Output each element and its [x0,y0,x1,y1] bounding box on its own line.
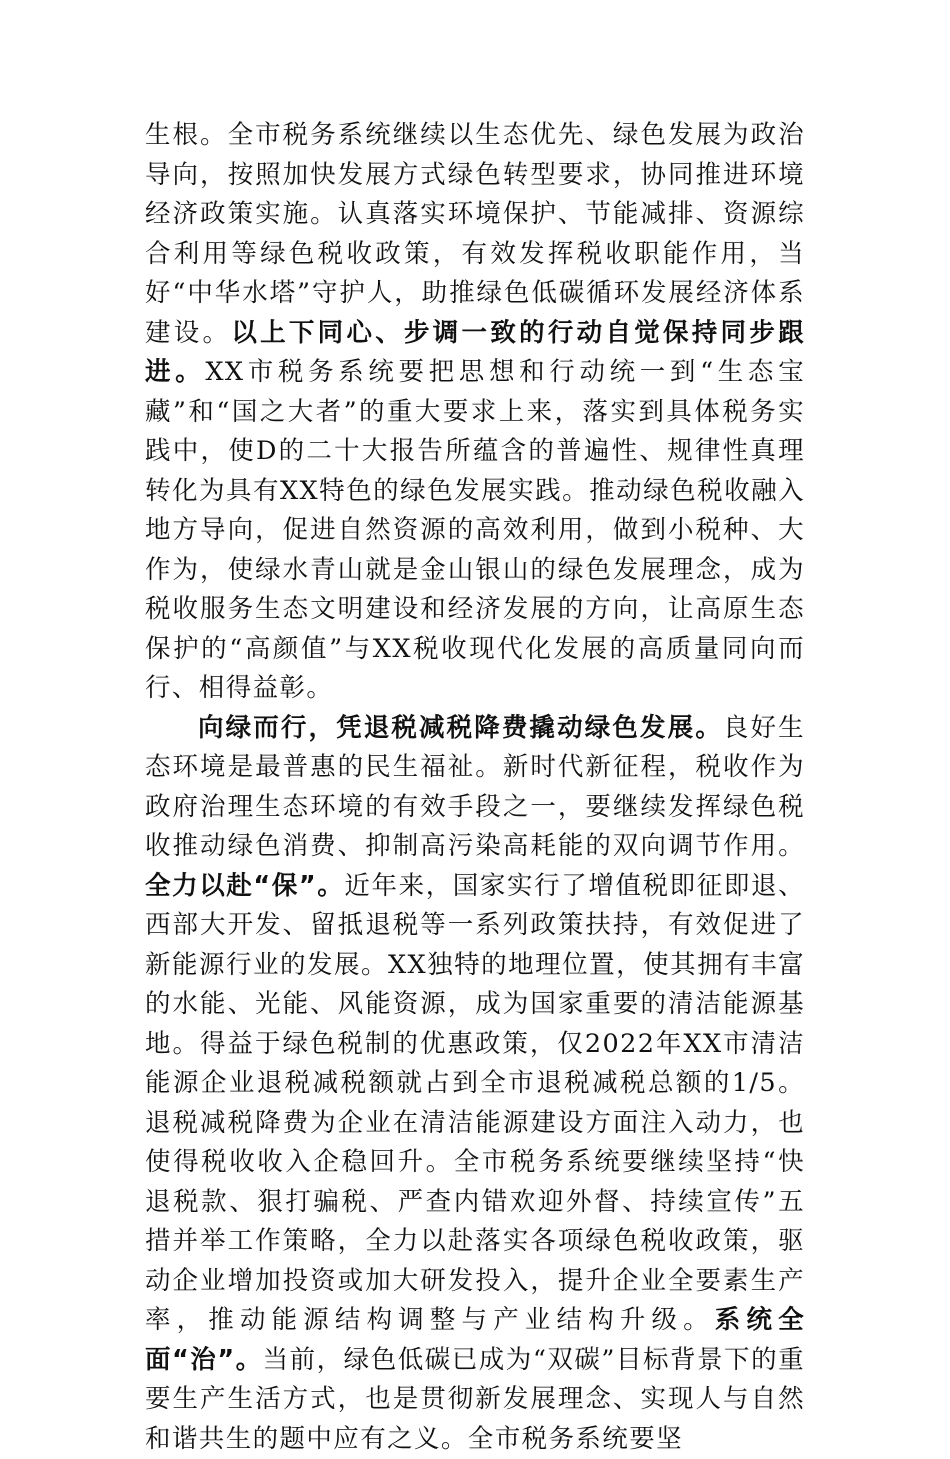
text-run: XX市税务系统要把思想和行动统一到“生态宝藏”和“国之大者”的重大要求上来，落实到具体税务实践中，使D的二十大报告所蕴含的普遍性、规律性真理转化为具有XX特色的绿色发展实践。推动绿色税收融入地方导向，促进自然资源的高效利用，做到小税种、大作为，使绿水青山就是金山银山的绿色发展理念，成为税收服务生态文明建设和经济发展的方向，让高原生态保护的“高颜值”与XX税收现代化发展的高质量同向而行、相得益彰。 [145,357,805,703]
text-run: 近年来，国家实行了增值税即征即退、西部大开发、留抵退税等一系列政策扶持，有效促进了新能源行业的发展。XX独特的地理位置，使其拥有丰富的水能、光能、风能资源，成为国家重要的清洁能源基地。得益于绿色税制的优惠政策，仅2022年XX市清洁能源企业退税减税额就占到全市退税减税总额的1/5。退税减税降费为企业在清洁能源建设方面注入动力，也使得税收收入企稳回升。全市税务系统要继续坚持“快退税款、狠打骗税、严查内错欢迎外督、持续宣传”五措并举工作策略，全力以赴落实各项绿色税收政策，驱动企业增加投资或加大研发投入，提升企业全要素生产率，推动能源结构调整与产业结构升级。 [145,871,805,1336]
paragraph [145,116,805,709]
paragraph [145,709,805,1459]
document-body [145,116,805,1459]
bold-heading-run: 向绿而行，凭退税减税降费撬动绿色发展。 [198,713,723,743]
bold-heading-run: 以上下同心、步调一致的行动自觉保持同步跟进。 [145,318,805,388]
bold-heading-run: 系统全面“治”。 [145,1305,805,1375]
text-run: 良好生态环境是最普惠的民生福祉。新时代新征程，税收作为政府治理生态环境的有效手段之一，要继续发挥绿色税收推动绿色消费、抑制高污染高耗能的双向调节作用。 [145,713,805,862]
bold-heading-run: 全力以赴“保”。 [145,871,344,901]
text-run: 生根。全市税务系统继续以生态优先、绿色发展为政治导向，按照加快发展方式绿色转型要求，协同推进环境经济政策实施。认真落实环境保护、节能减排、资源综合利用等绿色税收政策，有效发挥税收职能作用，当好“中华水塔”守护人，助推绿色低碳循环发展经济体系建设。 [145,120,805,348]
text-run: 当前，绿色低碳已成为“双碳”目标背景下的重要生产生活方式，也是贯彻新发展理念、实现人与自然和谐共生的题中应有之义。全市税务系统要坚 [145,1345,805,1454]
